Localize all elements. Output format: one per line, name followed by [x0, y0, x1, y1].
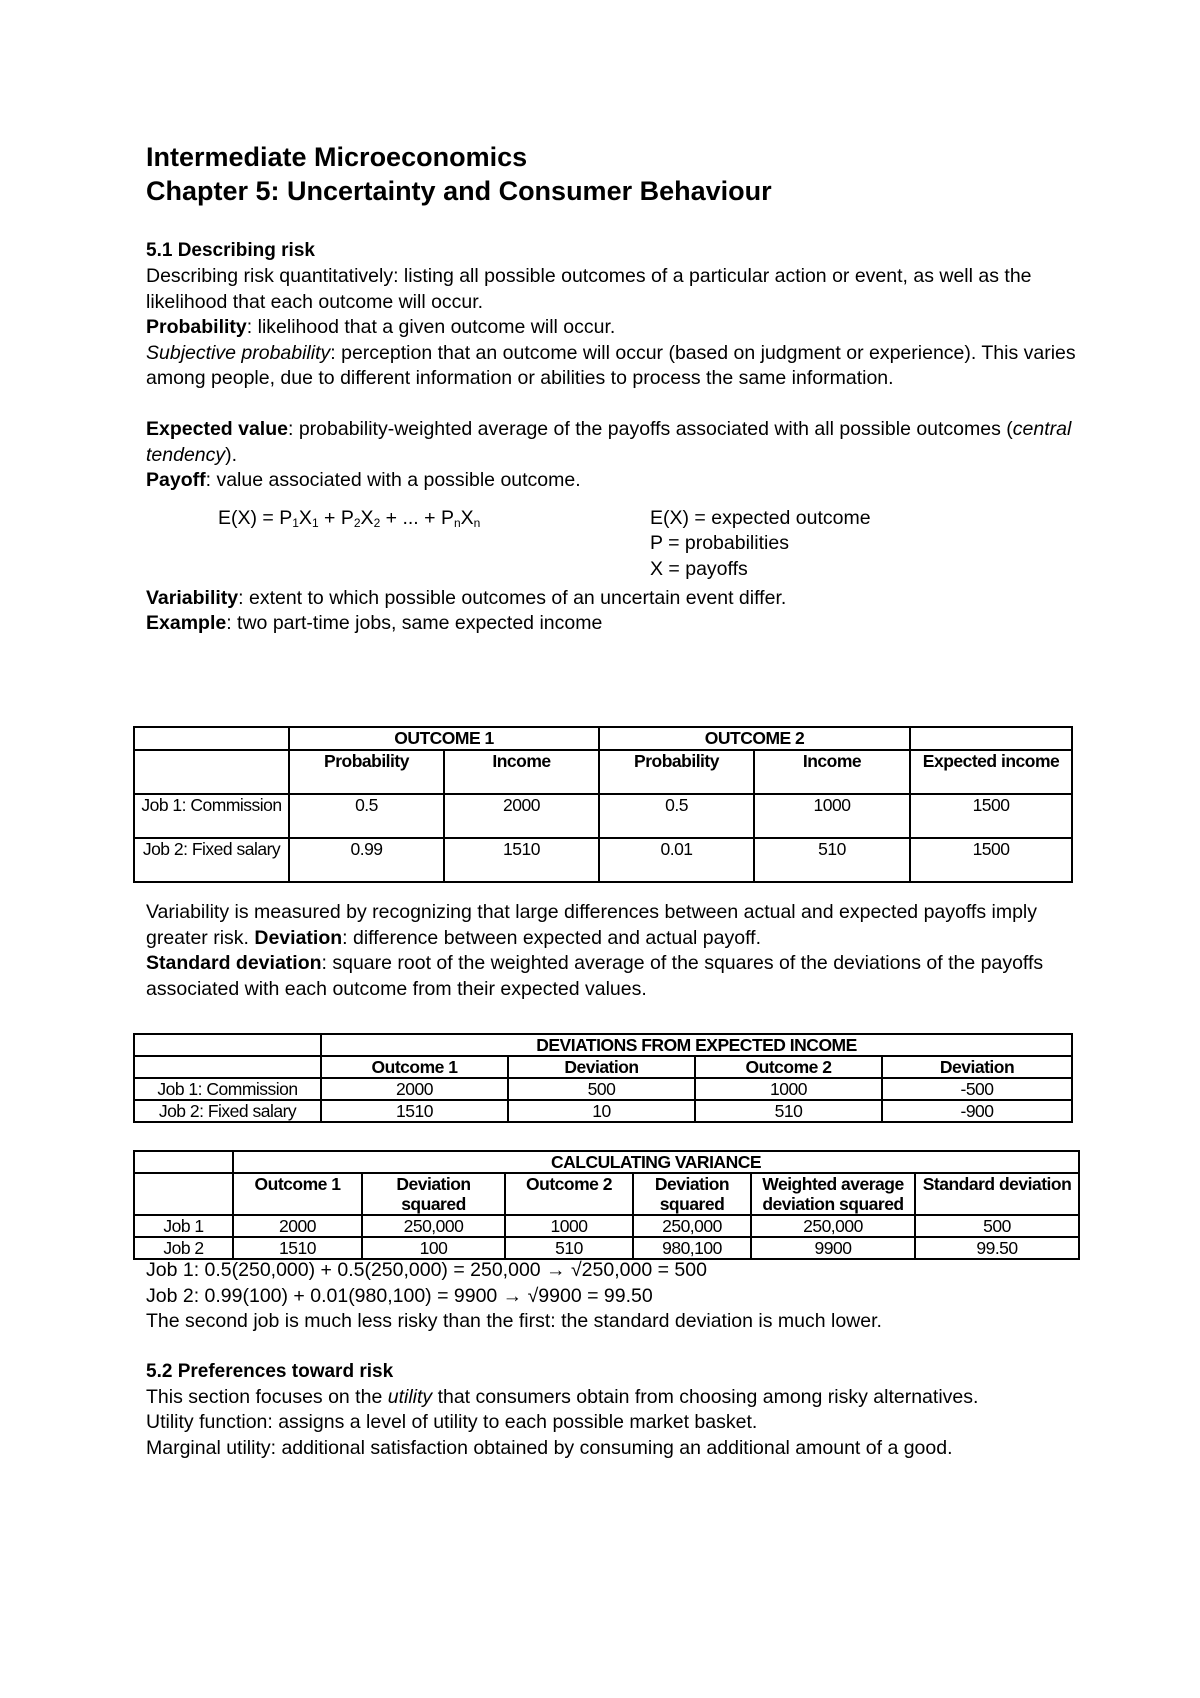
definition-deviation: : difference between expected and actual payoff. — [342, 926, 761, 949]
paragraph-variability-measure — [146, 900, 1076, 1002]
table-cell: 1000 — [754, 794, 910, 838]
table-title: DEVIATIONS FROM EXPECTED INCOME — [321, 1034, 1072, 1056]
table-cell: 1500 — [910, 794, 1072, 838]
definition-standard-deviation: : square root of the weighted average of the squares of the deviations of the payoffs associated with each outcome from their expected values. — [146, 952, 1044, 1000]
table-cell: 0.99 — [289, 838, 444, 882]
header-deviation-squared: Deviation squared — [633, 1173, 751, 1215]
definition-probability: : likelihood that a given outcome will occur. — [246, 316, 616, 339]
section-heading-5-2: 5.2 Preferences toward risk — [146, 1360, 394, 1382]
table-cell: 250,000 — [633, 1215, 751, 1237]
document-page — [146, 140, 1076, 637]
text-utility-focus-end: that consumers obtain from choosing among risky alternatives. — [432, 1385, 979, 1408]
calculation-job-1: Job 1: 0.5(250,000) + 0.5(250,000) = 250,000 → √250,000 = 500 — [146, 1259, 707, 1281]
term-probability: Probability — [146, 316, 247, 339]
course-title: Intermediate Microeconomics — [146, 142, 528, 172]
table-row — [134, 727, 1072, 750]
table-cell-empty — [134, 1034, 321, 1056]
table-cell: 2000 — [321, 1078, 508, 1100]
term-standard-deviation: Standard deviation — [146, 952, 322, 975]
paragraph-describing-risk: Describing risk quantitatively: listing all possible outcomes of a particular action or event, as well as the likelihood that each outcome will occur. — [146, 265, 1032, 313]
paragraph-probability — [146, 315, 1076, 341]
row-label: Job 1 — [134, 1215, 233, 1237]
table-cell: 0.5 — [599, 794, 754, 838]
row-label: Job 2: Fixed salary — [134, 1100, 321, 1122]
header-standard-deviation: Standard deviation — [915, 1173, 1079, 1215]
table-cell: 0.01 — [599, 838, 754, 882]
definition-subjective-probability: : perception that an outcome will occur (based on judgment or experience). This varies among people, due to different information or abilities to process the same information. — [146, 341, 1076, 390]
formula-expression: $E(X) = P_1X_1 + P_2X_2$ + ... + $P_nX_n$ — [218, 506, 481, 530]
table-cell: 980,100 — [633, 1237, 751, 1259]
paragraph-utility-focus — [146, 1385, 1076, 1411]
header-outcome-1: OUTCOME 1 — [289, 727, 599, 750]
table-cell: 1510 — [233, 1237, 362, 1259]
definition-example: : two part-time jobs, same expected income — [226, 612, 603, 635]
text-variability-measure: Variability is measured by recognizing that large differences between actual and expected payoffs imply greater risk. — [146, 901, 1038, 949]
term-central-tendency: central tendency — [146, 417, 1072, 466]
table-cell: 1510 — [444, 838, 599, 882]
definition-expected-value: : probability-weighted average of the payoffs associated with all possible outcomes ( — [287, 417, 1013, 440]
table-cell: 1500 — [910, 838, 1072, 882]
header-deviation: Deviation — [508, 1056, 695, 1078]
jobs-outcome-table — [133, 726, 1073, 883]
table-cell: 510 — [505, 1237, 633, 1259]
paragraph-subjective-probability — [146, 341, 1076, 392]
table-cell-empty — [134, 1056, 321, 1078]
term-example: Example — [146, 612, 227, 635]
table-title: CALCULATING VARIANCE — [233, 1151, 1079, 1173]
section-heading-5-1: 5.1 Describing risk — [146, 240, 315, 261]
header-outcome-2: Outcome 2 — [695, 1056, 882, 1078]
term-utility: utility — [387, 1385, 433, 1408]
table-cell: 500 — [915, 1215, 1079, 1237]
table-cell: -900 — [882, 1100, 1072, 1122]
paragraph-expected-value — [146, 417, 1076, 468]
header-outcome-1: Outcome 1 — [321, 1056, 508, 1078]
table-cell: -500 — [882, 1078, 1072, 1100]
table-row — [134, 1078, 1072, 1100]
definition-expected-value-end: ). — [225, 443, 238, 466]
table-cell-empty — [134, 1151, 233, 1173]
table-cell: 510 — [754, 838, 910, 882]
table-cell-empty — [134, 1173, 233, 1215]
table-cell: 2000 — [444, 794, 599, 838]
table-row — [134, 1151, 1079, 1173]
legend-payoffs: X = payoffs — [650, 557, 748, 580]
calculation-job-2: Job 2: 0.99(100) + 0.01(980,100) = 9900 → √9900 = 99.50 — [146, 1284, 653, 1307]
table-cell: 0.5 — [289, 794, 444, 838]
table-cell: 500 — [508, 1078, 695, 1100]
table-row — [134, 1215, 1079, 1237]
calculation-conclusion: The second job is much less risky than the first: the standard deviation is much lower. — [146, 1310, 882, 1333]
table-row — [134, 1173, 1079, 1215]
table-row — [134, 1237, 1079, 1259]
paragraph-example — [146, 611, 1076, 637]
row-label: Job 2: Fixed salary — [134, 838, 289, 882]
header-outcome-2: OUTCOME 2 — [599, 727, 910, 750]
document-title — [146, 140, 1076, 208]
paragraph-variability — [146, 586, 1076, 612]
table-row — [134, 1056, 1072, 1078]
header-expected-income: Expected income — [910, 750, 1072, 794]
chapter-title: Chapter 5: Uncertainty and Consumer Behaviour — [146, 176, 772, 206]
table-cell: 10 — [508, 1100, 695, 1122]
table-cell: 250,000 — [362, 1215, 505, 1237]
expected-value-formula — [146, 506, 1076, 586]
paragraph-utility-function: Utility function: assigns a level of utility to each possible market basket. — [146, 1411, 758, 1434]
table-row — [134, 838, 1072, 882]
calculation-block — [146, 1258, 1076, 1462]
header-deviation: Deviation — [882, 1056, 1072, 1078]
header-outcome-1: Outcome 1 — [233, 1173, 362, 1215]
table-row — [134, 1100, 1072, 1122]
table-cell: 250,000 — [751, 1215, 915, 1237]
deviations-table — [133, 1033, 1073, 1123]
row-label: Job 1: Commission — [134, 1078, 321, 1100]
definition-payoff: : value associated with a possible outcome. — [205, 469, 581, 492]
formula-legend — [650, 506, 871, 583]
header-probability: Probability — [289, 750, 444, 794]
definition-variability: : extent to which possible outcomes of an uncertain event differ. — [238, 586, 787, 609]
table-cell: 100 — [362, 1237, 505, 1259]
table-cell: 99.50 — [915, 1237, 1079, 1259]
table-row — [134, 1034, 1072, 1056]
row-label: Job 1: Commission — [134, 794, 289, 838]
header-income: Income — [444, 750, 599, 794]
header-income: Income — [754, 750, 910, 794]
table-cell: 1510 — [321, 1100, 508, 1122]
table-cell-empty — [910, 727, 1072, 750]
table-cell-empty — [134, 750, 289, 794]
table-cell: 510 — [695, 1100, 882, 1122]
table-cell: 1000 — [505, 1215, 633, 1237]
term-subjective-probability: Subjective probability — [146, 341, 331, 364]
legend-expected-outcome: E(X) = expected outcome — [650, 506, 871, 529]
table-row — [134, 750, 1072, 794]
paragraph-marginal-utility: Marginal utility: additional satisfaction obtained by consuming an additional amount of a good. — [146, 1436, 953, 1459]
table-row — [134, 794, 1072, 838]
header-weighted-average: Weighted average deviation squared — [751, 1173, 915, 1215]
term-variability: Variability — [146, 586, 239, 609]
row-label: Job 2 — [134, 1237, 233, 1259]
text-utility-focus: This section focuses on the — [146, 1385, 388, 1408]
variance-table — [133, 1150, 1080, 1260]
header-probability: Probability — [599, 750, 754, 794]
term-payoff: Payoff — [146, 469, 206, 492]
table-cell: 2000 — [233, 1215, 362, 1237]
term-expected-value: Expected value — [146, 417, 288, 440]
table-cell: 9900 — [751, 1237, 915, 1259]
table-cell-empty — [134, 727, 289, 750]
legend-probabilities: P = probabilities — [650, 532, 789, 555]
table-cell: 1000 — [695, 1078, 882, 1100]
header-deviation-squared: Deviation squared — [362, 1173, 505, 1215]
header-outcome-2: Outcome 2 — [505, 1173, 633, 1215]
term-deviation: Deviation — [254, 926, 343, 949]
paragraph-payoff — [146, 468, 1076, 494]
